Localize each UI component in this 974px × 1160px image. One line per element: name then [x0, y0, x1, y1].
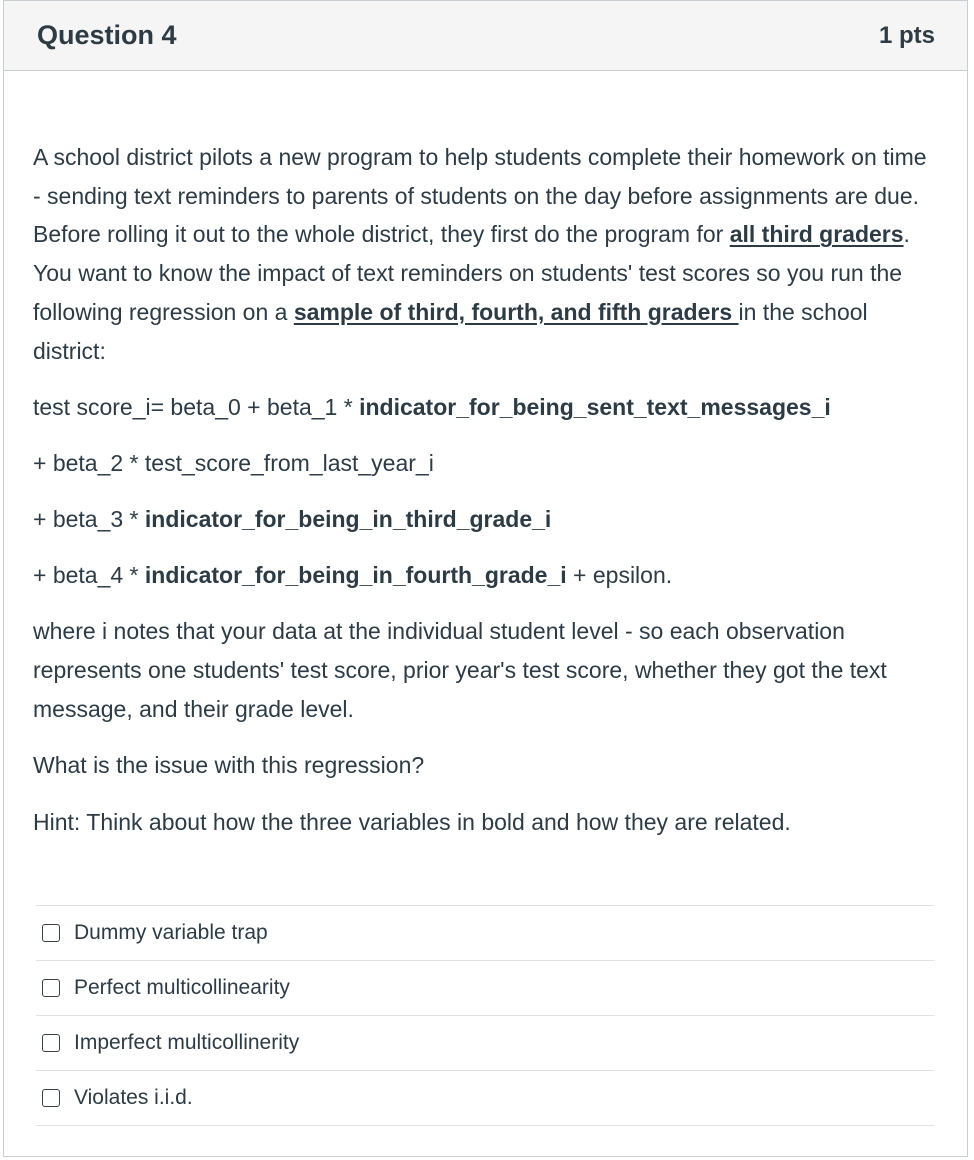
eq4-tail: + epsilon.: [566, 562, 673, 589]
checkbox-icon[interactable]: [42, 924, 60, 942]
answer-option[interactable]: [36, 1071, 934, 1126]
question-header: [4, 1, 967, 71]
eq1-bold-variable: indicator_for_being_sent_text_messages_i: [359, 394, 831, 421]
question-paragraph-data: where i notes that your data at the individual student level - so each observation represents one students' test score, prior year's test score, whether they got the text message, and their grade level.: [33, 618, 887, 722]
intro-text-2: . You want to know the impact of text reminders on students' test scores so you run the following regression on a: [33, 221, 910, 325]
equation-line-3: [33, 500, 933, 538]
question-prompt: What is the issue with this regression?: [33, 752, 425, 779]
question-body: [33, 138, 933, 842]
answer-label: Imperfect multicollinerity: [74, 1031, 300, 1054]
checkbox-icon[interactable]: [42, 1089, 60, 1107]
equation-line-1: [33, 388, 933, 426]
question-points: 1 pts: [878, 21, 935, 49]
eq3-bold-variable: indicator_for_being_in_third_grade_i: [144, 506, 552, 533]
equation-line-4: [33, 556, 933, 594]
eq1-text: test score_i= beta_0 + beta_1 *: [33, 394, 360, 421]
answer-option[interactable]: [36, 1016, 934, 1071]
checkbox-icon[interactable]: [42, 1034, 60, 1052]
intro-text-3: in the school district:: [33, 298, 868, 364]
emphasis-sample: sample of third, fourth, and fifth graders: [293, 298, 739, 325]
answer-label: Dummy variable trap: [74, 921, 268, 944]
emphasis-third-graders: all third graders: [729, 221, 904, 248]
answer-label: Perfect multicollinearity: [74, 976, 290, 999]
answer-option[interactable]: [36, 906, 934, 961]
question-title: Question 4: [37, 20, 177, 50]
question-paragraph-intro: [33, 138, 933, 370]
answer-option[interactable]: [36, 961, 934, 1016]
eq4-bold-variable: indicator_for_being_in_fourth_grade_i: [144, 562, 567, 589]
equation-line-2: + beta_2 * test_score_from_last_year_i: [33, 450, 434, 477]
intro-text: A school district pilots a new program to help students complete their homework on time - sending text reminders to parents of students on the day before assignments are due. Before rolling it out to the whole district, they first do the program for: [33, 144, 927, 248]
eq3-text: + beta_3 *: [33, 506, 145, 533]
checkbox-icon[interactable]: [42, 979, 60, 997]
eq4-text: + beta_4 *: [33, 562, 145, 589]
question-hint: Hint: Think about how the three variables in bold and how they are related.: [33, 809, 791, 836]
answer-label: Violates i.i.d.: [74, 1086, 193, 1109]
answer-list: [36, 905, 934, 1126]
